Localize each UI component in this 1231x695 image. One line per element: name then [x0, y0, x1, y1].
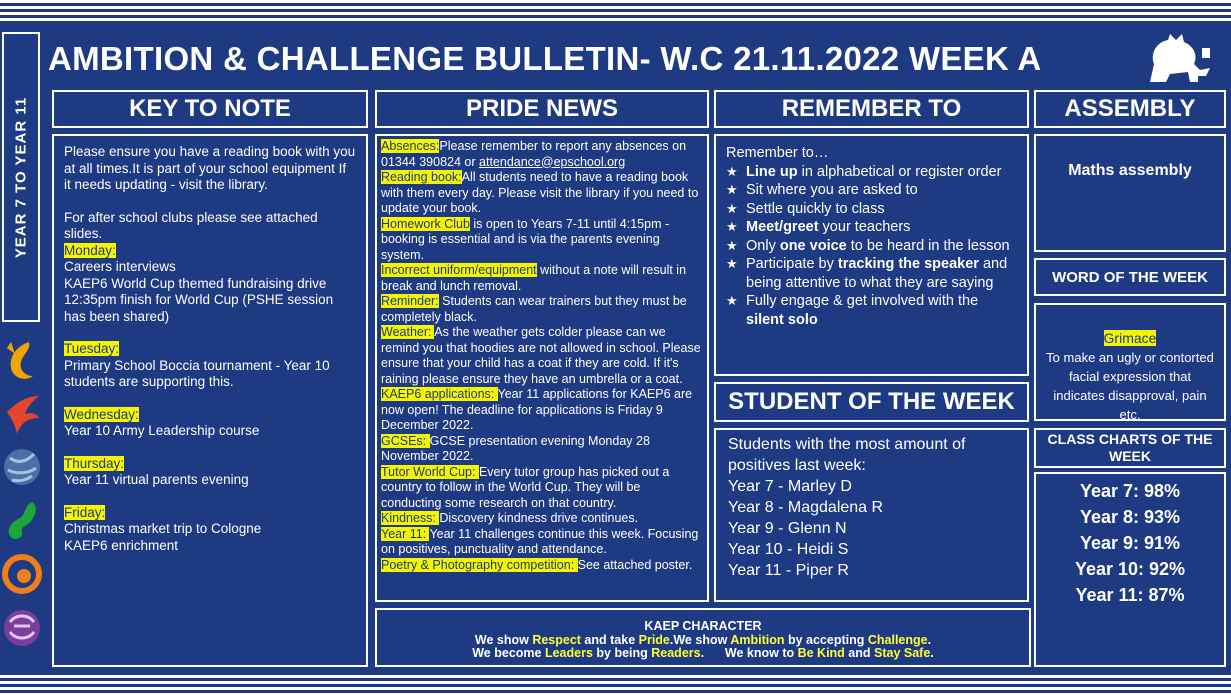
remember-item: ★ Fully engage & get involved with the silent solo — [726, 292, 1017, 329]
lizard-house-icon — [2, 498, 42, 542]
remember-item: ★ Only one voice to be heard in the lesson — [726, 237, 1017, 256]
wednesday-line-1: Year 10 Army Leadership course — [64, 423, 260, 438]
remember-item: ★ Participate by tracking the speaker and being attentive to what they are saying — [726, 255, 1017, 292]
weather-label: Weather: — [381, 325, 435, 339]
reminder-text: Students can wear trainers but they must be completely black. — [381, 294, 687, 324]
house-logos — [0, 334, 44, 658]
remember-item: ★ Sit where you are asked to — [726, 181, 1017, 200]
monday-line-3: 12:35pm finish for World Cup (PSHE session has been shared) — [64, 292, 334, 324]
remember-list — [726, 163, 1017, 330]
kaep-character-panel — [375, 608, 1031, 667]
key-clubs: For after school clubs please see attached slides. — [64, 209, 318, 241]
word-of-week-title: WORD OF THE WEEK — [1052, 268, 1208, 286]
monday-line-1: Careers interviews — [64, 259, 176, 274]
student-of-week-title: STUDENT OF THE WEEK — [728, 388, 1015, 415]
remember-item: ★ Line up in alphabetical or register order — [726, 163, 1017, 182]
student-year-11: Year 11 - Piper R — [728, 562, 849, 579]
word-of-week-definition: To make an ugly or contorted facial expression that indicates disapproval, pain etc. — [1046, 350, 1214, 422]
weather-text: As the weather gets colder please can we remind you that hoodies are not allowed in school. Please ensure that your child has a coat if they are cold. If it's raining please ensure they have an umbrella or a coat. — [381, 325, 701, 386]
uniform-label: Incorrect uniform/equipment — [381, 263, 537, 277]
pride-kindness — [381, 511, 703, 527]
year-range-label: YEAR 7 TO YEAR 11 — [12, 96, 30, 258]
kaep-text: Year 11 applications for KAEP6 are now open! The deadline for applications is Friday 9 December 2022. — [381, 387, 693, 432]
pride-poetry — [381, 558, 703, 574]
remember-to-title: REMEMBER TO — [781, 95, 962, 122]
assembly-text: Maths assembly — [1068, 162, 1192, 179]
wednesday-label: Wednesday: — [64, 406, 139, 422]
key-to-note-panel — [52, 134, 368, 667]
pride-kaep — [381, 387, 703, 434]
student-of-week-panel — [714, 428, 1029, 602]
key-to-note-title: KEY TO NOTE — [129, 95, 291, 122]
class-chart-year-11: Year 11: 87% — [1075, 585, 1185, 605]
kaep-line-2: We become Leaders by being Readers. We know to Be Kind and Stay Safe. — [472, 646, 934, 660]
remember-to-header — [714, 90, 1029, 128]
key-intro: Please ensure you have a reading book with you at all times.It is part of your school equipment If it needs updating - visit the library. — [64, 144, 356, 192]
pride-gcse — [381, 434, 703, 465]
tuesday-line-1: Primary School Boccia tournament - Year 10 students are supporting this. — [64, 357, 330, 389]
pride-news-panel — [375, 134, 709, 602]
monday-line-2: KAEP6 World Cup themed fundraising drive — [64, 275, 327, 291]
student-year-10: Year 10 - Heidi S — [728, 541, 849, 558]
friday-line-1: Christmas market trip to Cologne — [64, 521, 262, 536]
pride-homework — [381, 217, 703, 264]
gcse-label: GCSEs: — [381, 433, 430, 448]
remember-to-panel — [714, 134, 1029, 376]
pride-news-title: PRIDE NEWS — [465, 95, 618, 122]
bottom-stripes — [0, 675, 1231, 695]
lion-house-icon — [2, 604, 42, 650]
remember-intro: Remember to… — [726, 145, 829, 161]
student-of-week-header — [714, 382, 1029, 422]
kindness-label: Kindness: — [381, 511, 440, 525]
student-year-9: Year 9 - Glenn N — [728, 520, 847, 537]
kaep-label: KAEP6 applications: — [381, 387, 498, 401]
class-charts-panel — [1034, 472, 1226, 667]
key-to-note-header — [52, 90, 368, 128]
friday-label: Friday: — [64, 504, 106, 520]
page-title: AMBITION & CHALLENGE BULLETIN- W.C 21.11.2022 WEEK A — [48, 40, 1042, 77]
attendance-email-link[interactable]: attendance@epschool.org — [479, 154, 626, 169]
absences-text: Please remember to report any absences on 01344 390824 or — [381, 139, 687, 169]
assembly-panel — [1034, 134, 1226, 252]
bird-house-icon — [3, 392, 41, 436]
reading-text: All students need to have a reading book with them every day. Please visit the library if you need to update your book. — [381, 170, 699, 215]
student-year-8: Year 8 - Magdalena R — [728, 499, 884, 516]
poetry-text: See attached poster. — [577, 557, 693, 572]
year11-text: Year 11 challenges continue this week. Focusing on positives, punctuality and attendance. — [381, 526, 699, 556]
absences-label: Absences: — [381, 139, 440, 153]
assembly-title: ASSEMBLY — [1064, 95, 1196, 122]
thursday-label: Thursday: — [64, 455, 125, 471]
top-stripes — [0, 0, 1231, 24]
pride-news-header — [375, 90, 709, 128]
homework-label: Homework Club — [381, 216, 470, 231]
school-lion-crest-icon — [1140, 30, 1220, 90]
wolf-house-icon — [2, 444, 42, 490]
pride-reminder — [381, 294, 703, 325]
reminder-label: Reminder: — [381, 294, 439, 308]
word-of-week-panel — [1034, 303, 1226, 421]
class-chart-year-9: Year 9: 91% — [1079, 533, 1181, 553]
pride-year11 — [381, 527, 703, 558]
reading-label: Reading book: — [381, 170, 462, 184]
thursday-line-1: Year 11 virtual parents evening — [64, 472, 249, 487]
pride-tutor — [381, 465, 703, 512]
pride-absences — [381, 139, 703, 170]
word-of-week-word: Grimace — [1103, 330, 1157, 346]
monday-label: Monday: — [64, 242, 116, 258]
assembly-header — [1034, 90, 1226, 128]
pride-reading — [381, 170, 703, 217]
remember-item: ★ Settle quickly to class — [726, 200, 1017, 219]
kaep-line-1: We show Respect and take Pride.We show Ambition by accepting Challenge. — [474, 632, 932, 647]
pride-uniform — [381, 263, 703, 294]
poetry-label: Poetry & Photography competition: — [381, 557, 578, 572]
pride-weather — [381, 325, 703, 387]
class-charts-title: CLASS CHARTS OF THE WEEK — [1047, 431, 1213, 464]
kaep-character-title: KAEP CHARACTER — [644, 619, 762, 633]
remember-item: ★ Meet/greet your teachers — [726, 218, 1017, 237]
gcse-text: GCSE presentation evening Monday 28 November 2022. — [381, 433, 650, 463]
class-chart-year-10: Year 10: 92% — [1074, 559, 1186, 579]
tuesday-label: Tuesday: — [64, 341, 120, 356]
friday-line-2: KAEP6 enrichment — [64, 537, 179, 553]
dragon-house-icon — [3, 338, 41, 384]
word-of-week-header — [1034, 258, 1226, 296]
homework-text: is open to Years 7-11 until 4:15pm - booking is essential and is via the parents evening system. — [381, 216, 670, 262]
class-chart-year-8: Year 8: 93% — [1079, 507, 1181, 527]
student-year-7: Year 7 - Marley D — [728, 478, 852, 495]
tutor-label: Tutor World Cup: — [381, 464, 479, 479]
year11-label: Year 11: — [381, 526, 430, 541]
tutor-text: Every tutor group has picked out a country to follow in the World Cup. They will be conducting some research on that country. — [381, 464, 670, 510]
uniform-text: without a note will result in break and lunch removal. — [381, 263, 687, 293]
serpent-house-icon — [2, 550, 42, 596]
student-intro: Students with the most amount of positives last week: — [728, 436, 966, 474]
year-range-sidebar — [2, 32, 40, 322]
class-chart-year-7: Year 7: 98% — [1079, 481, 1181, 501]
class-charts-header — [1034, 428, 1226, 468]
kindness-text: Discovery kindness drive continues. — [439, 511, 639, 525]
